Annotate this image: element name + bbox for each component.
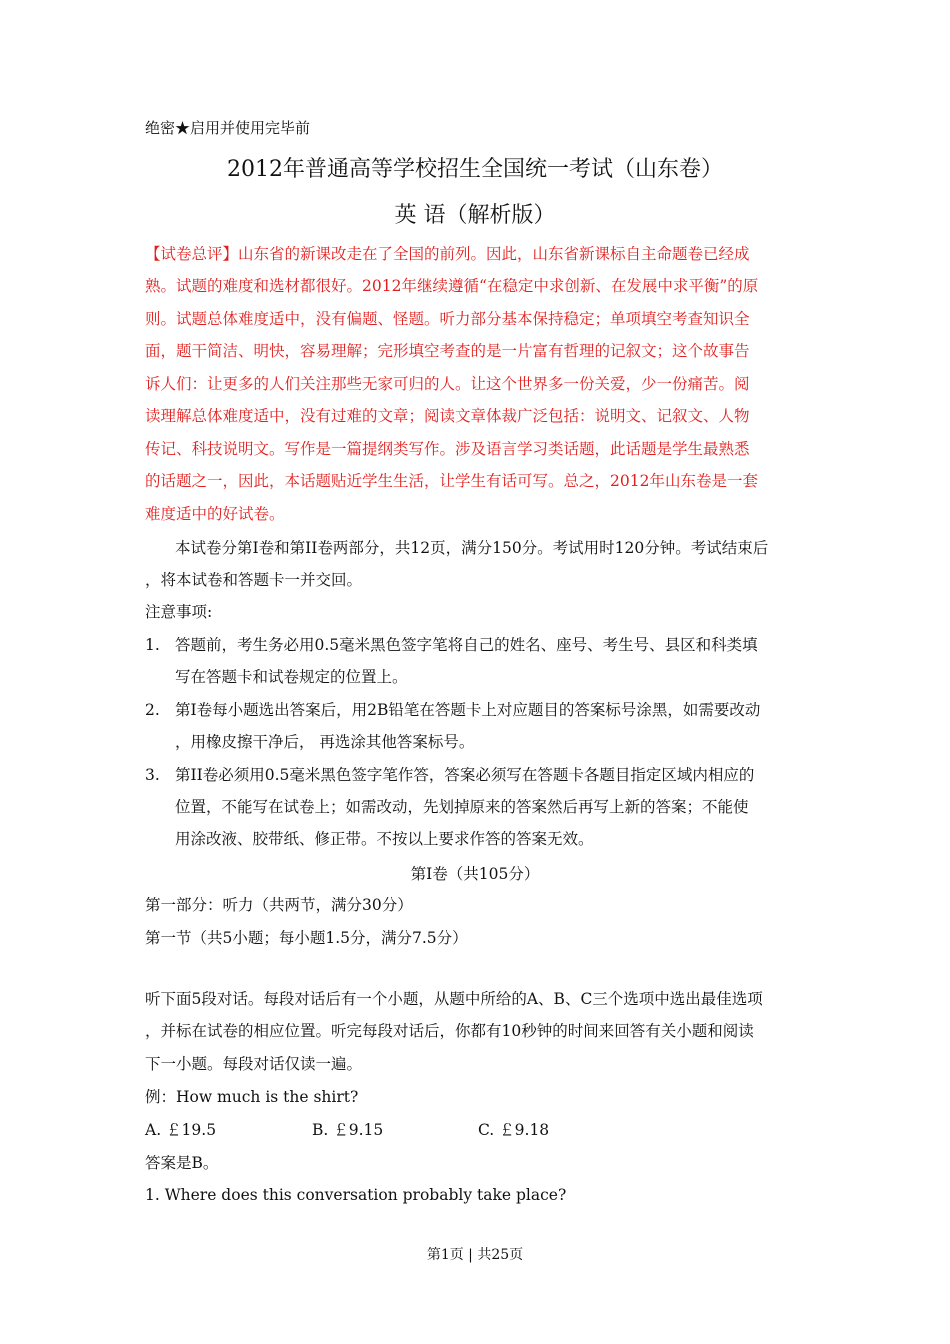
example-option-c: C. ￡9.18 bbox=[478, 1121, 550, 1139]
exam-subtitle: 英 语（解析版） bbox=[394, 203, 556, 228]
example-option-a: A. ￡19.5 bbox=[145, 1121, 217, 1139]
review-line: 则。试题总体难度适中，没有偏题、怪题。听力部分基本保持稳定；单项填空考查知识全 bbox=[145, 310, 750, 328]
review-line: 诉人们：让更多的人们关注那些无家可归的人。让这个世界多一份关爱，少一份痛苦。阅 bbox=[145, 375, 750, 393]
part-heading: 第一部分：听力（共两节，满分30分） bbox=[145, 896, 413, 914]
intro-line: ，将本试卷和答题卡一并交回。 bbox=[145, 571, 363, 589]
review-line: 【试卷总评】山东省的新课改走在了全国的前列。因此，山东省新课标自主命题卷已经成 bbox=[145, 245, 750, 263]
instruction-line: 下一小题。每段对话仅读一遍。 bbox=[145, 1055, 363, 1073]
example-question: 例：How much is the shirt? bbox=[145, 1088, 359, 1106]
exam-title: 2012年普通高等学校招生全国统一考试（山东卷） bbox=[227, 157, 723, 182]
review-line: 难度适中的好试卷。 bbox=[145, 505, 285, 523]
note-number: 3. bbox=[145, 766, 160, 784]
note-text: 写在答题卡和试卷规定的位置上。 bbox=[175, 668, 408, 686]
note-text: 用涂改液、胶带纸、修正带。不按以上要求作答的答案无效。 bbox=[175, 830, 594, 848]
note-text: 位置，不能写在试卷上；如需改动，先划掉原来的答案然后再写上新的答案；不能使 bbox=[175, 798, 749, 816]
volume-heading: 第I卷（共105分） bbox=[410, 865, 540, 883]
subsection-heading: 第一节（共5小题；每小题1.5分，满分7.5分） bbox=[145, 929, 468, 947]
notes-heading: 注意事项: bbox=[145, 603, 213, 621]
review-line: 熟。试题的难度和选材都很好。2012年继续遵循“在稳定中求创新、在发展中求平衡”的原 bbox=[145, 277, 759, 295]
note-text: ，用橡皮擦干净后， 再选涂其他答案标号。 bbox=[175, 733, 475, 751]
question-1: 1. Where does this conversation probably take place? bbox=[145, 1186, 567, 1204]
intro-line: 本试卷分第I卷和第II卷两部分，共12页，满分150分。考试用时120分钟。考试结束后 bbox=[175, 539, 769, 557]
instruction-line: ，并标在试卷的相应位置。听完每段对话后，你都有10秒钟的时间来回答有关小题和阅读 bbox=[145, 1022, 754, 1040]
confidential-label: 绝密★启用并使用完毕前 bbox=[145, 119, 311, 137]
instruction-line: 听下面5段对话。每段对话后有一个小题，从题中所给的A、B、C三个选项中选出最佳选项 bbox=[145, 990, 763, 1008]
page-footer: 第1页 | 共25页 bbox=[426, 1247, 524, 1263]
review-line: 的话题之一，因此，本话题贴近学生生活，让学生有话可写。总之，2012年山东卷是一套 bbox=[145, 472, 758, 490]
note-number: 1. bbox=[145, 636, 160, 654]
note-text: 第II卷必须用0.5毫米黑色签字笔作答，答案必须写在答题卡各题目指定区域内相应的 bbox=[175, 766, 755, 784]
example-option-b: B. ￡9.15 bbox=[312, 1121, 384, 1139]
example-answer: 答案是B。 bbox=[145, 1154, 219, 1172]
review-line: 传记、科技说明文。写作是一篇提纲类写作。涉及语言学习类话题，此话题是学生最熟悉 bbox=[145, 440, 750, 458]
note-text: 第I卷每小题选出答案后，用2B铅笔在答题卡上对应题目的答案标号涂黑，如需要改动 bbox=[175, 701, 761, 719]
review-line: 面，题干简洁、明快，容易理解；完形填空考查的是一片富有哲理的记叙文；这个故事告 bbox=[145, 342, 750, 360]
note-text: 答题前，考生务必用0.5毫米黑色签字笔将自己的姓名、座号、考生号、县区和科类填 bbox=[175, 636, 758, 654]
note-number: 2. bbox=[145, 701, 160, 719]
review-line: 读理解总体难度适中，没有过难的文章；阅读文章体裁广泛包括：说明文、记叙文、人物 bbox=[145, 407, 750, 425]
